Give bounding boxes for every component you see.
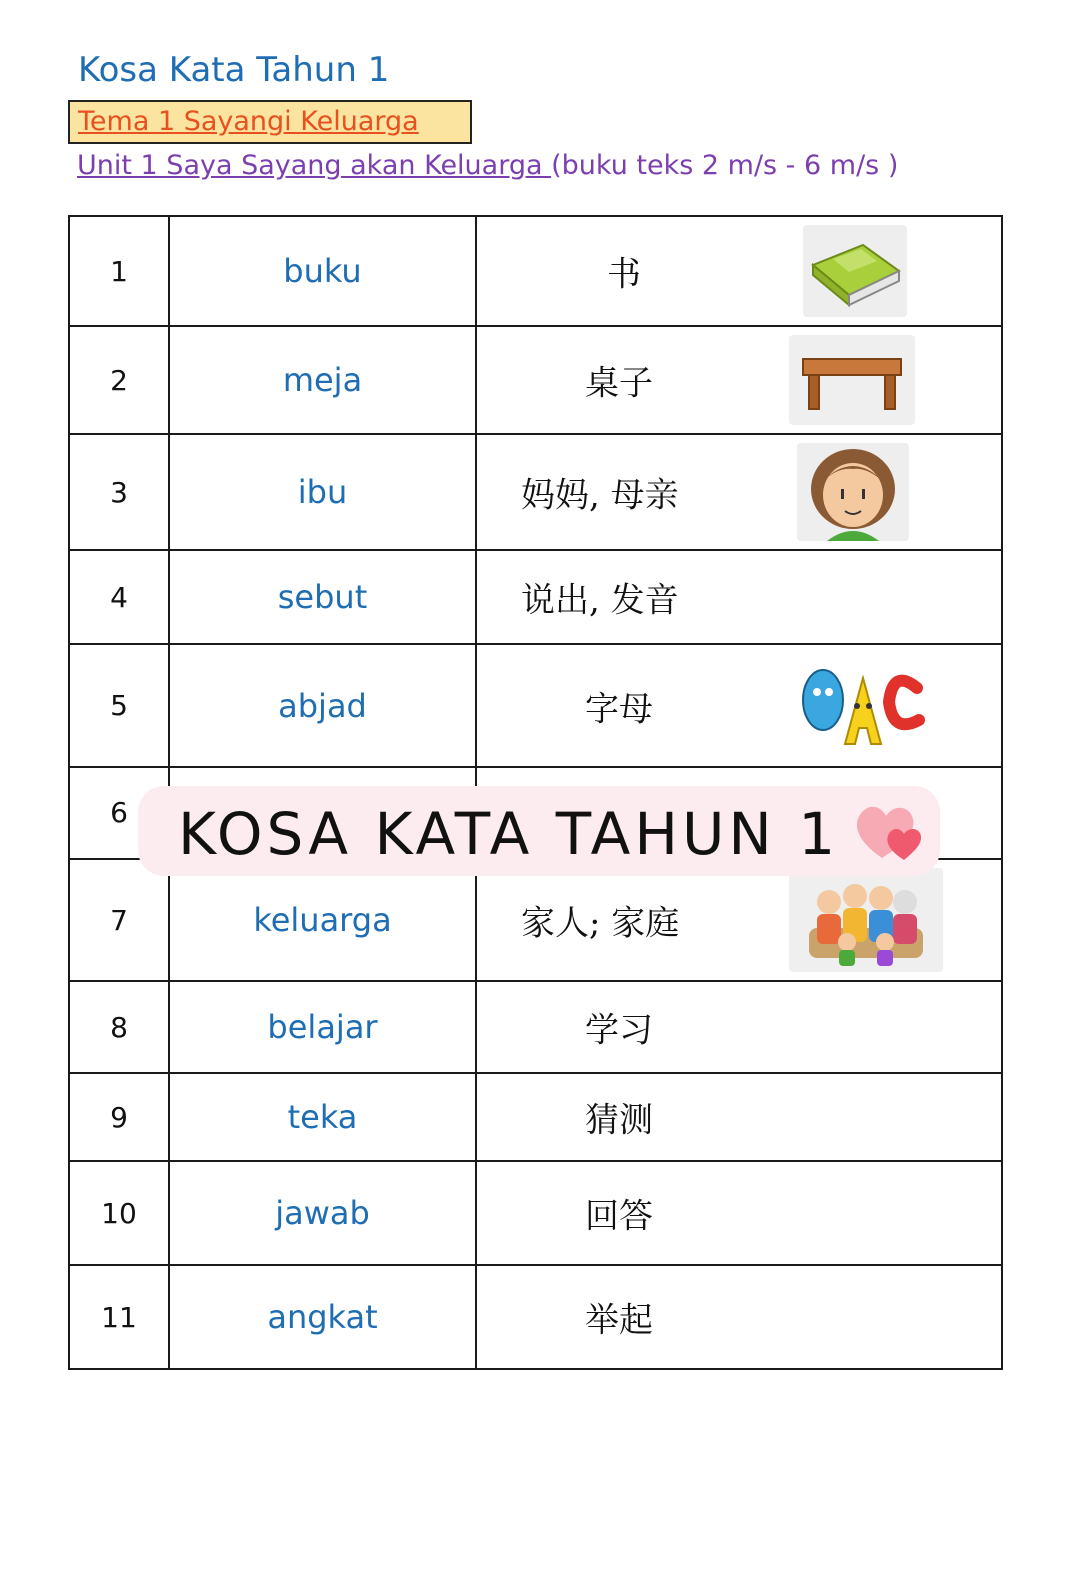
- abc-letters-icon: [797, 658, 925, 754]
- row-number: 7: [69, 859, 169, 981]
- row-number: 6: [69, 767, 169, 859]
- chinese-meaning: 字母: [585, 689, 653, 729]
- theme-title: Tema 1 Sayangi Keluarga: [78, 106, 419, 137]
- table-row: [69, 859, 1002, 981]
- table-row: [69, 644, 1002, 767]
- chinese-cell: [476, 1265, 1002, 1369]
- chinese-cell: [476, 644, 1002, 767]
- malay-word: jawab: [169, 1161, 476, 1265]
- chinese-cell: [476, 550, 1002, 644]
- row-number: 10: [69, 1161, 169, 1265]
- chinese-cell: [476, 216, 1002, 326]
- table-row: [69, 216, 1002, 326]
- chinese-cell: [476, 859, 1002, 981]
- row-number: 5: [69, 644, 169, 767]
- chinese-meaning: 说出, 发音: [521, 580, 679, 621]
- malay-word: keluarga: [169, 859, 476, 981]
- book-icon: [803, 225, 907, 317]
- chinese-meaning: 学习: [585, 1010, 653, 1051]
- family-icon: [789, 868, 943, 972]
- chinese-cell: [476, 326, 1002, 434]
- chinese-meaning: 书: [607, 254, 641, 295]
- chinese-cell: [476, 981, 1002, 1073]
- chinese-meaning: 回答: [585, 1196, 653, 1237]
- chinese-meaning: 妈妈, 母亲: [521, 475, 679, 516]
- overlay-banner: [138, 786, 940, 876]
- row-number: 4: [69, 550, 169, 644]
- row-number: 11: [69, 1265, 169, 1369]
- row-number: 9: [69, 1073, 169, 1161]
- chinese-meaning: 举起: [585, 1300, 653, 1341]
- malay-word: buku: [169, 216, 476, 326]
- malay-word: meja: [169, 326, 476, 434]
- unit-line: [77, 150, 898, 181]
- chinese-meaning: 猜测: [585, 1100, 653, 1141]
- malay-word: ibu: [169, 434, 476, 550]
- hearts-icon: [852, 800, 930, 864]
- table-row: [69, 1073, 1002, 1161]
- malay-word: belajar: [169, 981, 476, 1073]
- page-title: Kosa Kata Tahun 1: [78, 50, 390, 90]
- chinese-cell: [476, 1161, 1002, 1265]
- row-number: 2: [69, 326, 169, 434]
- table-row: [69, 434, 1002, 550]
- chinese-cell: [476, 434, 1002, 550]
- banner-text: KOSA KATA TAHUN 1: [178, 800, 840, 868]
- chinese-meaning: 桌子: [585, 363, 653, 404]
- malay-word: teka: [169, 1073, 476, 1161]
- malay-word: angkat: [169, 1265, 476, 1369]
- chinese-cell: [476, 1073, 1002, 1161]
- table-row: [69, 1265, 1002, 1369]
- table-row: [69, 326, 1002, 434]
- unit-pages: (buku teks 2 m/s - 6 m/s ): [551, 150, 899, 181]
- unit-title: Unit 1 Saya Sayang akan Keluarga: [77, 150, 552, 181]
- table-row: [69, 981, 1002, 1073]
- table-icon: [789, 335, 915, 425]
- table-row: [69, 550, 1002, 644]
- chinese-meaning: 家人; 家庭: [521, 903, 680, 944]
- row-number: 8: [69, 981, 169, 1073]
- malay-word: abjad: [169, 644, 476, 767]
- row-number: 3: [69, 434, 169, 550]
- mother-icon: [797, 443, 909, 541]
- table-row: [69, 1161, 1002, 1265]
- row-number: 1: [69, 216, 169, 326]
- malay-word: sebut: [169, 550, 476, 644]
